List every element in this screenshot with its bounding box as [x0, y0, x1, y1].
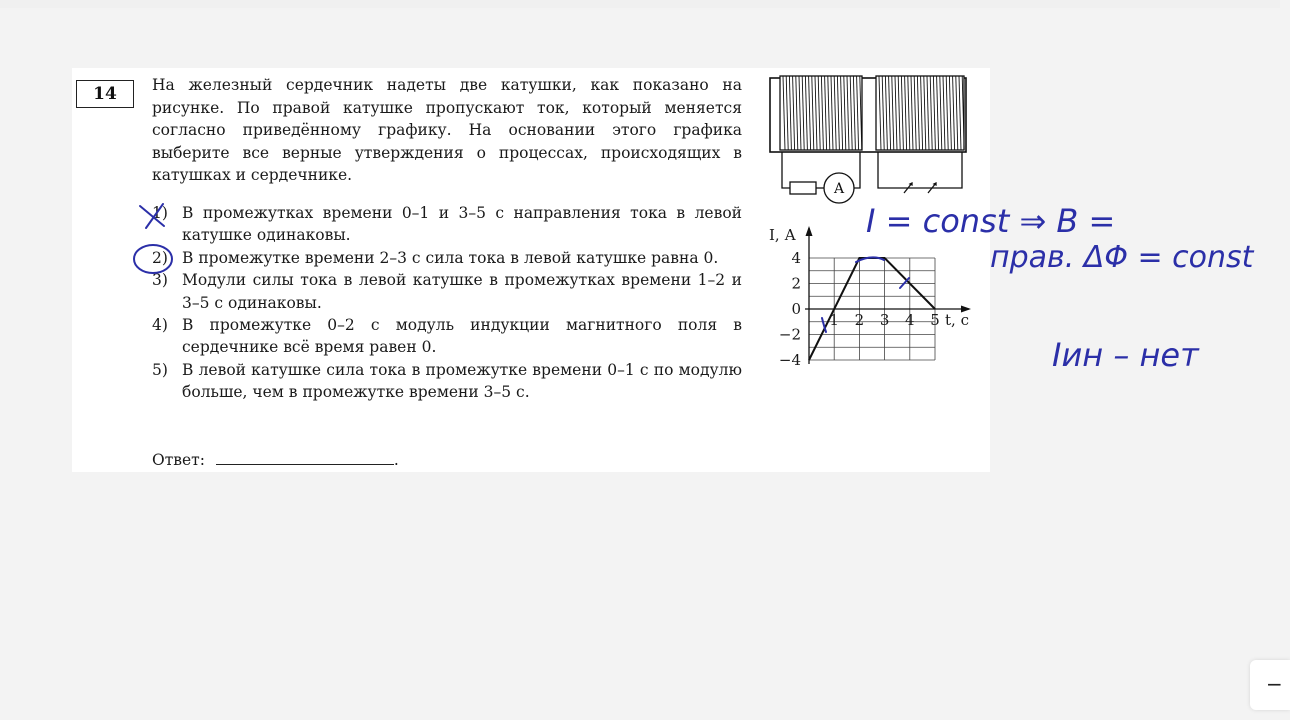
option-4: [152, 314, 742, 359]
option-number: 2): [152, 248, 168, 267]
ammeter: [824, 173, 854, 203]
y-axis-label: I, А: [769, 226, 796, 244]
answer-period: .: [393, 451, 399, 469]
y-tick-label: −4: [778, 351, 801, 369]
y-tick-label: 2: [791, 274, 801, 293]
x-tick-label: 3: [879, 311, 890, 329]
option-number: 1): [152, 204, 168, 222]
option-text: В промежутке 0–2 с модуль индукции магнитного поля в сердечнике всё время равен 0.: [182, 316, 742, 357]
option-text: В левой катушке сила тока в промежутке времени 0–1 с по модулю больше, чем в промежутке времени 3–5 с.: [182, 360, 742, 402]
x-tick-label: 4: [905, 311, 915, 329]
minus-icon: −: [1266, 672, 1283, 696]
graph-axes: [805, 226, 971, 364]
answer-label: Ответ:: [152, 451, 205, 469]
top-strip: [0, 0, 1280, 8]
annotation-line-1: I = const ⇒ B =: [866, 202, 1116, 240]
annotation-line-2: прав. ΔΦ = const: [990, 240, 1254, 275]
x-tick-label: 2: [854, 311, 865, 329]
option-text: В промежутках времени 0–1 и 3–5 с направления тока в левой катушке одинаковы.: [182, 204, 742, 245]
option-5: [152, 359, 742, 404]
annotation-line-3: Iин – нет: [1052, 336, 1199, 374]
x-tick-label: 5: [930, 311, 940, 329]
coil-diagram: [766, 72, 970, 204]
option-3: [152, 269, 742, 314]
option-text: Модули силы тока в левой катушке в промежутках времени 1–2 и 3–5 с одинаковы.: [182, 271, 742, 312]
option-number: 5): [152, 360, 168, 379]
zoom-out-button[interactable]: [1250, 660, 1290, 710]
y-tick-label: 0: [791, 300, 801, 318]
y-tick-label: 4: [791, 249, 801, 267]
option-1: [152, 202, 742, 247]
answer-row: [152, 450, 399, 469]
x-axis-label: t, с: [945, 311, 969, 329]
y-tick-label: −2: [778, 325, 801, 344]
option-number: 4): [152, 316, 168, 335]
answer-field[interactable]: [216, 450, 394, 465]
answer-options: [152, 202, 742, 404]
option-text: В промежутке времени 2–3 с сила тока в левой катушке равна 0.: [182, 248, 719, 267]
right-coil: [876, 76, 964, 150]
y-axis-arrow: [806, 226, 813, 236]
x-tick-label: 1: [829, 311, 839, 329]
current-graph: [765, 222, 977, 372]
option-2: [152, 247, 742, 269]
right-circuit: [878, 152, 962, 193]
task-number: 14: [76, 80, 134, 108]
ammeter-label: A: [833, 181, 845, 197]
left-coil: [780, 76, 862, 150]
option-number: 3): [152, 271, 168, 290]
question-text: На железный сердечник надеты две катушки, как показано на рисунке. По правой катушке пропускают ток, который меняется согласно приведённому графику. На основании этого графика выберите все верные утверждения о процессах, происходящих в катушках и сердечнике.: [152, 76, 742, 185]
